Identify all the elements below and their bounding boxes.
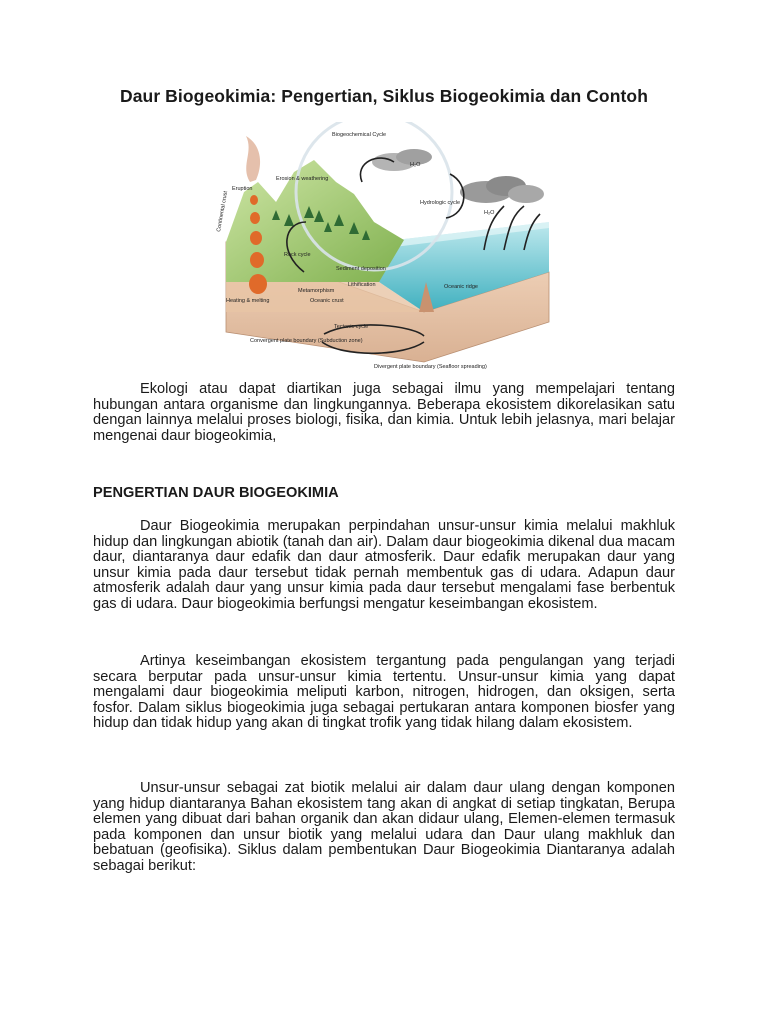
cloud-icon: [372, 149, 544, 203]
figure-label-convergent: Convergent plate boundary (Subduction zone): [250, 338, 363, 344]
figure-label-oceanic-ridge: Oceanic ridge: [444, 284, 478, 290]
figure-label-lithification: Lithification: [348, 282, 376, 288]
figure-label-divergent: Divergent plate boundary (Seafloor spreading): [374, 364, 487, 370]
page-title: Daur Biogeokimia: Pengertian, Siklus Biogeokimia dan Contoh: [119, 86, 649, 106]
figure-label-rock-cycle: Rock cycle: [284, 252, 311, 258]
figure-label-cycle-title: Biogeochemical Cycle: [332, 132, 387, 138]
figure-label-h2o-right: H₂O: [484, 210, 495, 216]
figure-label-oceanic-crust: Oceanic crust: [310, 298, 344, 304]
section-heading: PENGERTIAN DAUR BIOGEOKIMIA: [93, 485, 339, 501]
volcano-plume: [246, 136, 260, 182]
intro-paragraph: Ekologi atau dapat diartikan juga sebagai ilmu yang mempelajari tentang hubungan antara organisme dan lingkungannya. Beberapa ekosistem dikorelasikan satu dengan lainnya melalui proses biologi, fisika, dan kimia. Untuk lebih jelasnya, mari belajar mengenai daur biogeokimia,: [93, 381, 675, 444]
figure-label-continental-crust: Continental crust: [216, 190, 230, 233]
paragraph-3: Unsur-unsur sebagai zat biotik melalui air dalam daur ulang dengan komponen yang hidup diantaranya Bahan ekosistem tang akan di angkat di setiap tingkatan, Berupa elemen yang dibuat dari bahan organik dan akan didaur ulang, Elemen-elemen termasuk pada komponen dan unsur biotik yang melalui udara dan Daur ulang makhluk dan bebatuan (geofisika). Siklus dalam pembentukan Daur Biogeokimia Diantaranya adalah sebagai berikut:: [93, 780, 675, 874]
paragraph-1: Daur Biogeokimia merupakan perpindahan unsur-unsur kimia melalui makhluk hidup dan lingkungan abiotik (tanah dan air). Dalam daur biogeokimia dikenal dua macam daur, diantaranya daur edafik dan daur atmosferik. Daur edafik merupakan daur yang unsur kimia pada daur tersebut tidak pernah membentuk gas di udara. Adapun daur atmosferik adalah daur yang unsur kimia pada daur tersebut mengalami fase berbentuk gas di udara. Daur biogeokimia berfungsi mengatur keseimbangan ekosistem.: [93, 518, 675, 612]
paragraph-2: Artinya keseimbangan ekosistem tergantung pada pengulangan yang terjadi secara berputar pada unsur-unsur kimia tertentu. Unsur-unsur kimia yang dapat mengalami daur biogeokimia meliputi karbon, nitrogen, hidrogen, dan oksigen, serta fosfor. Dalam siklus biogeokimia juga sebagai pertukaran antara komponen biosfer yang hidup dan tidak hidup yang akan di tingkat trofik yang tidak hilang dalam ekosistem.: [93, 653, 675, 731]
biogeochemical-cycle-figure: [214, 122, 554, 382]
figure-label-heating: Heating & melting: [226, 298, 270, 304]
figure-label-metamorphism: Metamorphism: [298, 288, 335, 294]
figure-label-h2o: H₂O: [410, 162, 421, 168]
figure-label-hydrologic: Hydrologic cycle: [420, 200, 461, 206]
figure-label-erosion: Erosion & weathering: [276, 176, 329, 182]
figure-label-tectonic: Tectonic cycle: [334, 324, 369, 330]
figure-label-sediment: Sediment deposition: [336, 266, 386, 272]
figure-label-eruption: Eruption: [232, 186, 253, 192]
